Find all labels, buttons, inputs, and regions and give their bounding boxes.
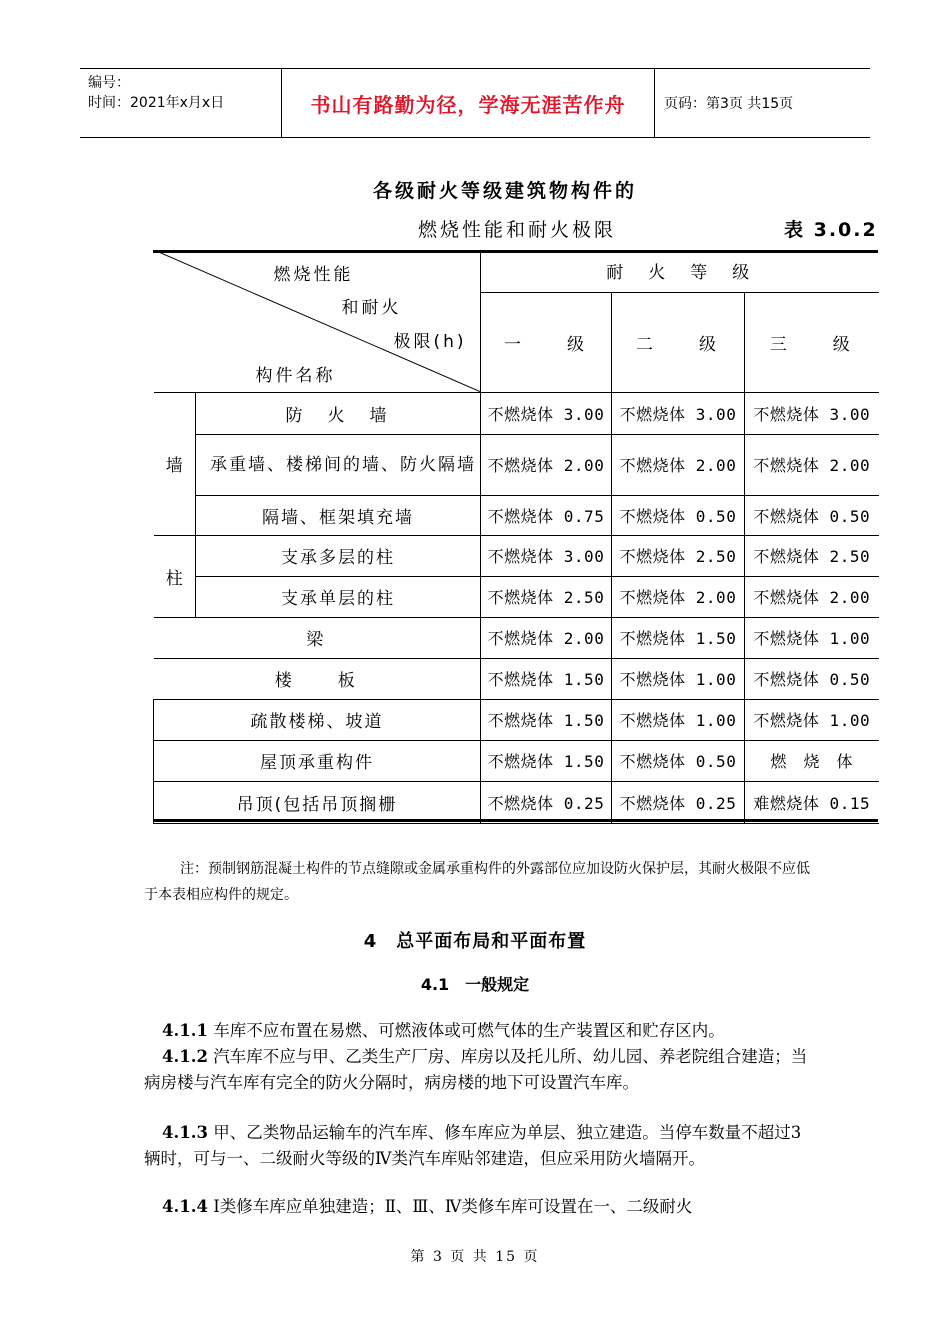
row-name-multi-column: 支承多层的柱 xyxy=(196,535,481,576)
row-name-roof-bearing: 屋顶承重构件 xyxy=(154,740,481,781)
cell-ceiling-g2: 不燃烧体 0.25 xyxy=(612,781,745,823)
cell-bearing-wall-g2: 不燃烧体 2.00 xyxy=(612,434,745,495)
cell-firewall-g2: 不燃烧体 3.00 xyxy=(612,392,745,434)
row-name-firewall: 防 火 墙 xyxy=(196,392,481,434)
group-label-column: 柱 xyxy=(154,535,196,617)
grade-1: 一 级 xyxy=(481,292,612,392)
header-meta xyxy=(80,69,282,137)
table-note: 注：预制钢筋混凝土构件的节点缝隙或金属承重构件的外露部位应加设防火保护层，其耐火极限不应低于本表相应构件的规定。 xyxy=(144,861,810,903)
cell-partition-g2: 不燃烧体 0.50 xyxy=(612,495,745,535)
table-top-rule xyxy=(153,250,878,253)
diag-label-and: 和耐火 xyxy=(341,298,402,318)
section-title: 4 总平面布局和平面布置 xyxy=(363,931,587,952)
clause-4-1-4 xyxy=(144,1194,810,1220)
grade-2: 二 级 xyxy=(612,292,745,392)
clause-text: 车库不应布置在易燃、可燃液体或可燃气体的生产装置区和贮存区内。 xyxy=(213,1021,725,1040)
cell-partition-g3: 不燃烧体 0.50 xyxy=(745,495,879,535)
cell-ceiling-g1: 不燃烧体 0.25 xyxy=(481,781,612,823)
clause-4-1-3 xyxy=(144,1120,810,1172)
cell-bearing-wall-g3: 不燃烧体 2.00 xyxy=(745,434,879,495)
header-motto: 书山有路勤为径，学海无涯苦作舟 xyxy=(282,69,655,137)
cell-roof-bearing-g2: 不燃烧体 0.50 xyxy=(612,740,745,781)
cell-firewall-g3: 不燃烧体 3.00 xyxy=(745,392,879,434)
cell-firewall-g1: 不燃烧体 3.00 xyxy=(481,392,612,434)
cell-bearing-wall-g1: 不燃烧体 2.00 xyxy=(481,434,612,495)
cell-multi-column-g2: 不燃烧体 2.50 xyxy=(612,535,745,576)
cell-ceiling-g3: 难燃烧体 0.15 xyxy=(745,781,879,823)
page-header xyxy=(80,68,870,138)
header-page-info: 页码：第3页 共15页 xyxy=(664,96,794,112)
doc-number-label: 编号： xyxy=(88,75,130,91)
grade-header: 耐 火 等 级 xyxy=(481,250,879,292)
diagonal-header-cell xyxy=(154,250,481,392)
fire-resistance-table xyxy=(153,250,878,822)
clause-number: 4.1.2 xyxy=(162,1047,208,1066)
table-bottom-rule xyxy=(153,819,878,822)
row-name-evac-stairs: 疏散楼梯、坡道 xyxy=(154,699,481,740)
clause-text: 汽车库不应与甲、乙类生产厂房、库房以及托儿所、幼儿园、养老院组合建造；当病房楼与汽车库有完全的防火分隔时，病房楼的地下可设置汽车库。 xyxy=(144,1047,808,1092)
cell-multi-column-g1: 不燃烧体 3.00 xyxy=(481,535,612,576)
clause-number: 4.1.1 xyxy=(162,1021,208,1040)
footer-page-number: 第 3 页 共 15 页 xyxy=(410,1249,540,1265)
group-label-wall: 墙 xyxy=(154,392,196,535)
clause-text: 甲、乙类物品运输车的汽车库、修车库应为单层、独立建造。当停车数量不超过3辆时，可与一、二级耐火等级的Ⅳ类汽车库贴邻建造，但应采用防火墙隔开。 xyxy=(144,1123,802,1168)
cell-floor-slab-g3: 不燃烧体 0.50 xyxy=(745,658,879,699)
row-name-ceiling: 吊顶(包括吊顶搁栅 xyxy=(154,781,481,823)
cell-floor-slab-g1: 不燃烧体 1.50 xyxy=(481,658,612,699)
table-caption-line2: 燃烧性能和耐火极限 xyxy=(418,219,617,241)
subsection-title: 4.1 一般规定 xyxy=(420,975,530,994)
cell-beam-g3: 不燃烧体 1.00 xyxy=(745,617,879,658)
row-name-bearing-wall: 承重墙、楼梯间的墙、防火隔墙 xyxy=(196,434,481,495)
clause-text: Ⅰ类修车库应单独建造；Ⅱ、Ⅲ、Ⅳ类修车库可设置在一、二级耐火 xyxy=(213,1197,693,1216)
cell-single-column-g3: 不燃烧体 2.00 xyxy=(745,576,879,617)
row-name-beam: 梁 xyxy=(154,617,481,658)
table-caption-line1: 各级耐火等级建筑物构件的 xyxy=(372,180,637,202)
row-name-floor-slab: 楼 板 xyxy=(154,658,481,699)
cell-multi-column-g3: 不燃烧体 2.50 xyxy=(745,535,879,576)
grade-3: 三 级 xyxy=(745,292,879,392)
diag-label-limit: 极限(h) xyxy=(393,332,467,352)
diag-label-performance: 燃烧性能 xyxy=(273,265,354,285)
cell-single-column-g1: 不燃烧体 2.50 xyxy=(481,576,612,617)
cell-beam-g1: 不燃烧体 2.00 xyxy=(481,617,612,658)
clause-4-1-1 xyxy=(144,1018,810,1044)
doc-time-label: 时间：2021年x月x日 xyxy=(88,95,225,111)
cell-partition-g1: 不燃烧体 0.75 xyxy=(481,495,612,535)
cell-single-column-g2: 不燃烧体 2.00 xyxy=(612,576,745,617)
row-name-partition: 隔墙、框架填充墙 xyxy=(196,495,481,535)
clause-4-1-2 xyxy=(144,1044,810,1096)
cell-roof-bearing-g1: 不燃烧体 1.50 xyxy=(481,740,612,781)
row-name-single-column: 支承单层的柱 xyxy=(196,576,481,617)
cell-beam-g2: 不燃烧体 1.50 xyxy=(612,617,745,658)
cell-evac-stairs-g3: 不燃烧体 1.00 xyxy=(745,699,879,740)
diag-label-component: 构件名称 xyxy=(255,366,336,386)
cell-floor-slab-g2: 不燃烧体 1.00 xyxy=(612,658,745,699)
cell-roof-bearing-g3: 燃 烧 体 xyxy=(745,740,879,781)
cell-evac-stairs-g2: 不燃烧体 1.00 xyxy=(612,699,745,740)
cell-evac-stairs-g1: 不燃烧体 1.50 xyxy=(481,699,612,740)
clause-number: 4.1.4 xyxy=(162,1197,208,1216)
table-number: 表 3.0.2 xyxy=(784,219,878,241)
clause-number: 4.1.3 xyxy=(162,1123,208,1142)
